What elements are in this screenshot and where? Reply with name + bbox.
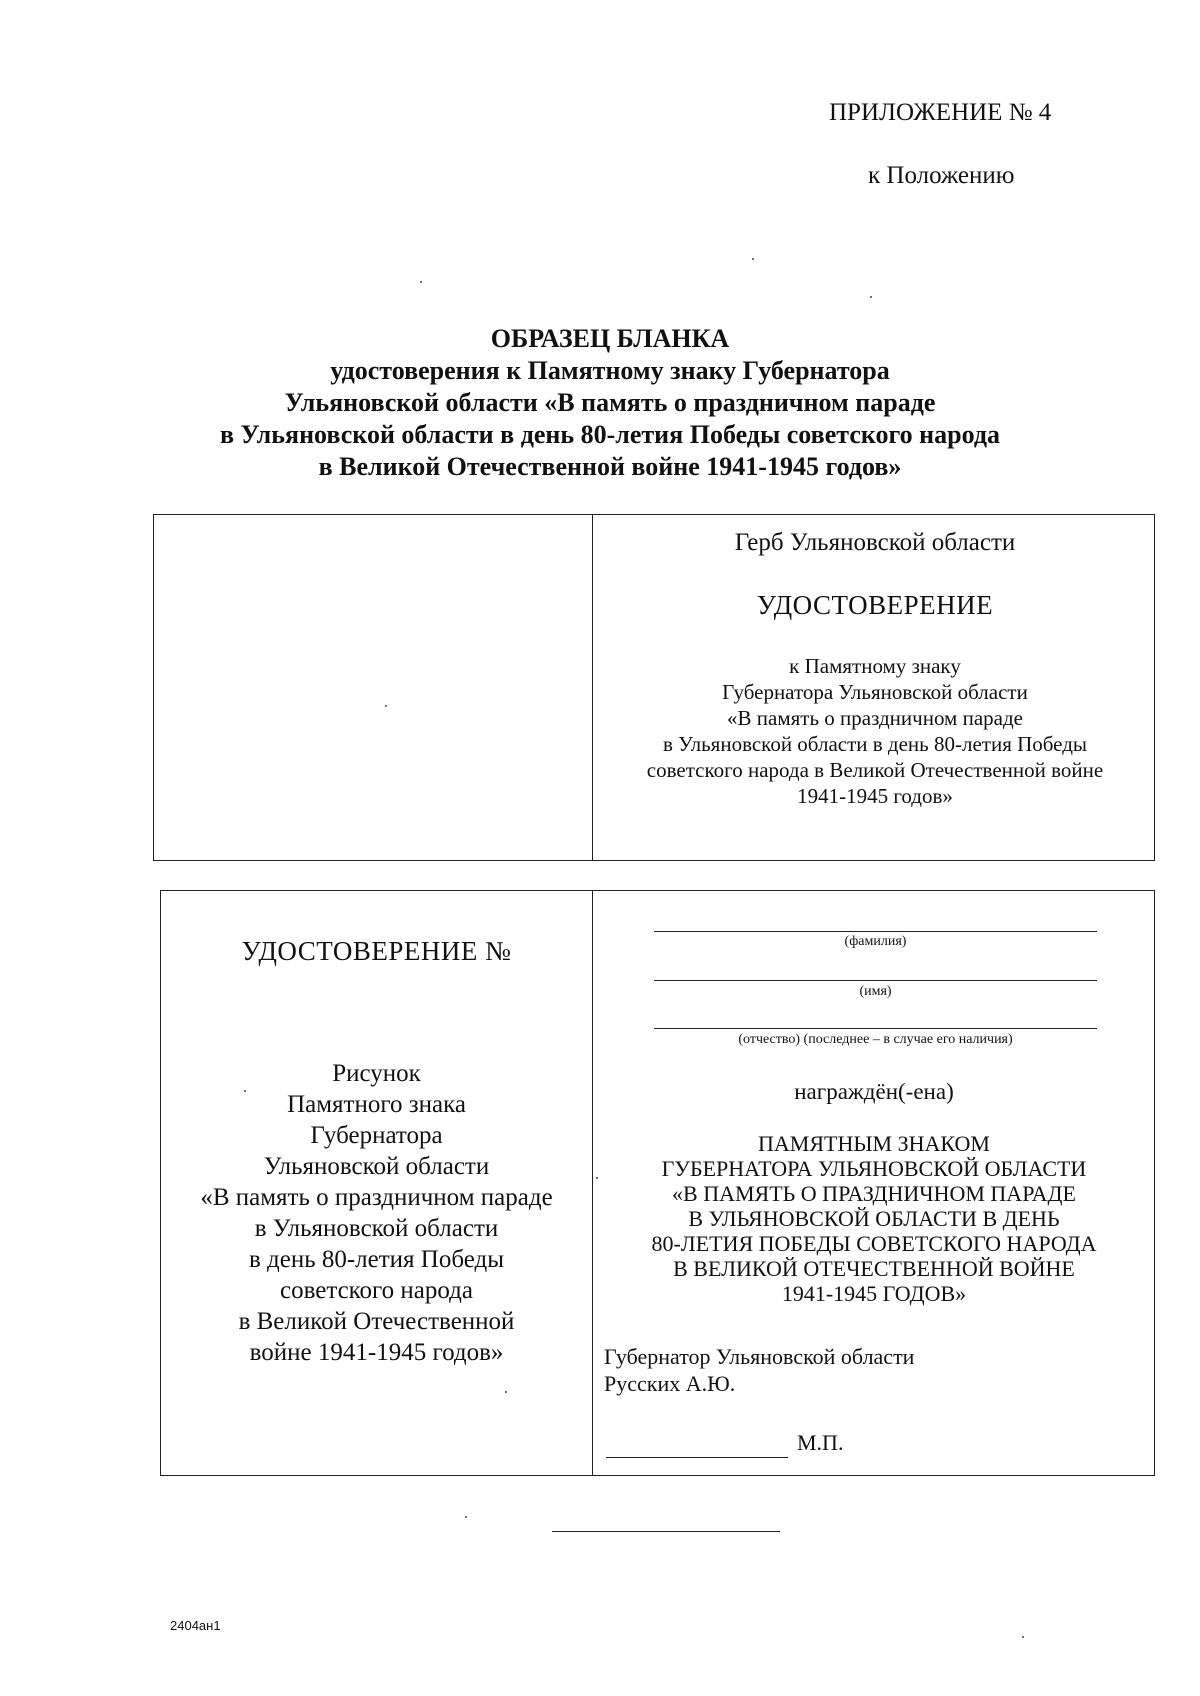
scan-speck bbox=[465, 1516, 467, 1518]
cover-desc-line: 1941-1945 годов» bbox=[797, 784, 953, 808]
annex-subtitle: к Положению bbox=[868, 162, 1015, 189]
annex-title: ПРИЛОЖЕНИЕ № 4 bbox=[829, 99, 1052, 126]
document-code: 2404ан1 bbox=[170, 1618, 221, 1633]
cover-desc-line: Губернатора Ульяновской области bbox=[722, 680, 1028, 704]
award-line: 1941-1945 ГОДОВ» bbox=[781, 1281, 967, 1306]
drawing-line: советского народа bbox=[279, 1277, 473, 1304]
title-line-3: Ульяновской области «В память о праздничном параде bbox=[284, 388, 936, 417]
scan-speck bbox=[385, 705, 387, 707]
end-rule bbox=[552, 1531, 780, 1532]
award-line: ГУБЕРНАТОРА УЛЬЯНОВСКОЙ ОБЛАСТИ bbox=[661, 1156, 1087, 1181]
drawing-line: «В память о праздничном параде bbox=[200, 1184, 553, 1211]
cover-desc-line: советского народа в Великой Отечественной войне bbox=[646, 758, 1104, 782]
name-caption: (имя) bbox=[859, 984, 892, 999]
certificate-number-label: УДОСТОВЕРЕНИЕ № bbox=[241, 936, 512, 966]
drawing-line: Губернатора bbox=[310, 1122, 443, 1149]
cover-desc-line: в Ульяновской области в день 80-летия Победы bbox=[662, 732, 1088, 756]
surname-field-line bbox=[654, 931, 1097, 932]
name-field-line bbox=[654, 980, 1097, 981]
signature-line bbox=[606, 1457, 788, 1458]
governor-name: Русских А.Ю. bbox=[604, 1371, 736, 1396]
award-line: 80-ЛЕТИЯ ПОБЕДЫ СОВЕТСКОГО НАРОДА bbox=[651, 1231, 1097, 1256]
drawing-line: в Ульяновской области bbox=[254, 1215, 499, 1242]
drawing-line: Ульяновской области bbox=[263, 1153, 490, 1180]
award-line: В УЛЬЯНОВСКОЙ ОБЛАСТИ В ДЕНЬ bbox=[688, 1206, 1060, 1231]
patronymic-caption: (отчество) (последнее – в случае его наличия) bbox=[738, 1032, 1013, 1047]
scan-speck bbox=[1022, 1636, 1024, 1638]
title-line-2: удостоверения к Памятному знаку Губернатора bbox=[330, 356, 890, 385]
drawing-line: в Великой Отечественной bbox=[238, 1308, 515, 1335]
cover-desc-line: «В память о праздничном параде bbox=[727, 706, 1023, 730]
governor-title: Губернатор Ульяновской области bbox=[604, 1344, 915, 1369]
award-line: «В ПАМЯТЬ О ПРАЗДНИЧНОМ ПАРАДЕ bbox=[672, 1181, 1076, 1206]
cover-description bbox=[594, 653, 1156, 809]
stamp-placeholder: М.П. bbox=[797, 1430, 844, 1455]
scan-speck bbox=[870, 296, 872, 298]
scan-speck bbox=[420, 281, 422, 283]
award-line: В ВЕЛИКОЙ ОТЕЧЕСТВЕННОЙ ВОЙНЕ bbox=[673, 1256, 1075, 1281]
award-line: ПАМЯТНЫМ ЗНАКОМ bbox=[758, 1131, 990, 1156]
drawing-line: Рисунок bbox=[332, 1060, 421, 1087]
awarded-label: награждён(-ена) bbox=[794, 1079, 954, 1104]
document-title bbox=[140, 323, 1080, 483]
certificate-heading: УДОСТОВЕРЕНИЕ bbox=[756, 590, 994, 620]
drawing-line: войне 1941-1945 годов» bbox=[249, 1339, 504, 1366]
cover-desc-line: к Памятному знаку bbox=[789, 654, 961, 678]
badge-drawing-placeholder bbox=[161, 1058, 592, 1368]
title-line-5: в Великой Отечественной войне 1941-1945 годов» bbox=[318, 452, 902, 481]
title-line-1: ОБРАЗЕЦ БЛАНКА bbox=[490, 324, 730, 353]
certificate-cover-card bbox=[153, 514, 1155, 861]
award-name bbox=[592, 1131, 1156, 1306]
coat-of-arms-label: Герб Ульяновской области bbox=[734, 529, 1016, 556]
surname-caption: (фамилия) bbox=[844, 934, 907, 949]
title-line-4: в Ульяновской области в день 80-летия Победы советского народа bbox=[219, 420, 1000, 449]
scan-speck bbox=[596, 1177, 598, 1179]
cover-divider bbox=[592, 515, 593, 860]
certificate-inner-card bbox=[160, 890, 1155, 1476]
patronymic-field-line bbox=[654, 1028, 1097, 1029]
drawing-line: в день 80-летия Победы bbox=[248, 1246, 505, 1273]
scan-speck bbox=[505, 1391, 507, 1393]
scan-speck bbox=[244, 1090, 246, 1092]
drawing-line: Памятного знака bbox=[287, 1091, 466, 1118]
scan-speck bbox=[752, 258, 754, 260]
